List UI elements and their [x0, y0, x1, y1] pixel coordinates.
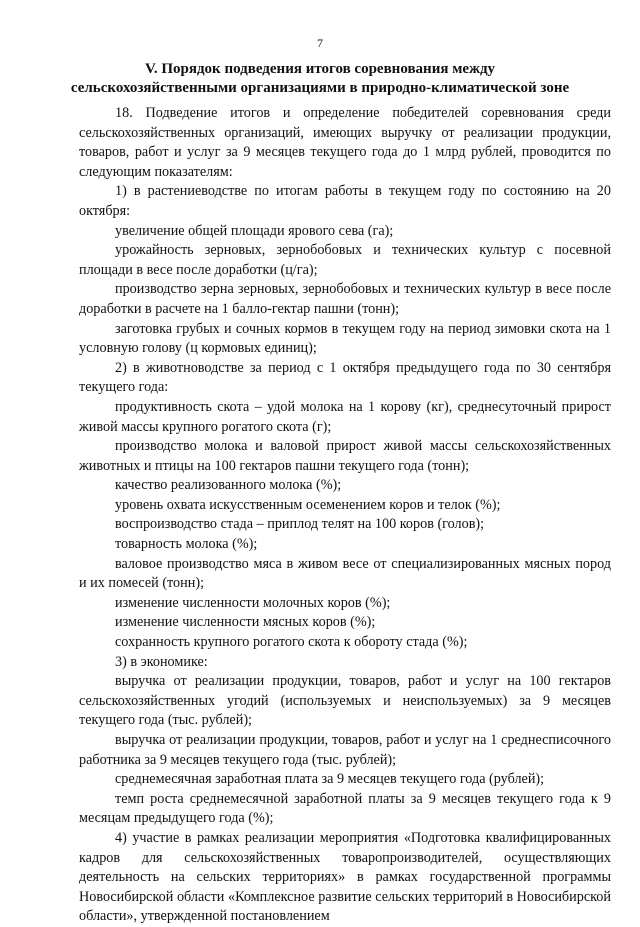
paragraph-revenue-per-worker: выручка от реализации продукции, товаров, работ и услуг на 1 среднесписочного работника за 9 месяцев текущего года (тыс. рублей);	[79, 732, 611, 768]
paragraph-crop-production: 1) в растениеводстве по итогам работы в текущем году по состоянию на 20 октября:	[79, 183, 611, 219]
paragraph-meat-production: валовое производство мяса в живом весе от специализированных мясных пород и их помесей (тонн);	[79, 555, 611, 592]
paragraph-milk-meat-production: производство молока и валовой прирост живой массы сельскохозяйственных животных и птицы на 100 гектаров пашни текущего года (тонн);	[79, 438, 611, 474]
paragraph-livestock: 2) в животноводстве за период с 1 октября предыдущего года по 30 сентября текущего года:	[79, 359, 611, 396]
document-body	[79, 104, 611, 927]
paragraph-feed-procurement: заготовка грубых и сочных кормов в текущем году на период зимовки скота на 1 условную голову (ц кормовых единиц);	[79, 320, 611, 357]
paragraph-dairy-cows-change: изменение численности молочных коров (%);	[115, 594, 391, 611]
section-heading	[0, 60, 640, 98]
paragraph-beef-cows-change: изменение численности мясных коров (%);	[115, 614, 376, 631]
section-heading-line-2: сельскохозяйственными организациями в природно-климатической зоне	[70, 80, 570, 96]
paragraph-milk-quality: качество реализованного молока (%);	[115, 477, 342, 494]
page-number: 7	[317, 36, 323, 50]
paragraph-revenue-per-hectare: выручка от реализации продукции, товаров, работ и услуг на 100 гектаров сельскохозяйственных угодий (используемых и неиспользуемых) за 9 месяцев текущего года (тыс. рублей);	[79, 673, 611, 729]
paragraph-crop-yield: урожайность зерновых, зернобобовых и технических культур с посевной площади в весе после доработки (ц/га);	[79, 242, 611, 278]
paragraph-grain-production: производство зерна зерновых, зернобобовых и технических культур в весе после доработки в расчете на 1 балло-гектар пашни (тонн);	[79, 281, 611, 317]
paragraph-personnel-training: 4) участие в рамках реализации мероприятия «Подготовка квалифицированных кадров для сельскохозяйственных товаропроизводителей, осуществляющих деятельность на сельских территориях» в рамках государственной программы Новосибирской области «Комплексное развитие сельских территорий в Новосибирской области», утвержденной постановлением	[79, 829, 611, 925]
paragraph-economy: 3) в экономике:	[115, 653, 208, 670]
paragraph-spring-sowing: увеличение общей площади ярового сева (га);	[115, 222, 394, 239]
paragraph-average-salary: среднемесячная заработная плата за 9 месяцев текущего года (рублей);	[115, 771, 545, 788]
paragraph-18-intro: 18. Подведение итогов и определение победителей соревнования среди сельскохозяйственных организаций, имеющих выручку от реализации продукции, товаров, работ и услуг за 9 месяцев текущего года до 1 млрд рублей, проводится по следующим показателям:	[79, 105, 611, 180]
paragraph-insemination: уровень охвата искусственным осеменением коров и телок (%);	[115, 496, 501, 513]
paragraph-cattle-safety: сохранность крупного рогатого скота к обороту стада (%);	[115, 634, 468, 651]
paragraph-milk-marketability: товарность молока (%);	[115, 536, 258, 553]
paragraph-herd-reproduction: воспроизводство стада – приплод телят на 100 коров (голов);	[115, 516, 485, 533]
section-heading-line-1: V. Порядок подведения итогов соревнования между	[144, 61, 496, 77]
paragraph-salary-growth: темп роста среднемесячной заработной платы за 9 месяцев текущего года к 9 месяцам предыдущего года (%);	[79, 790, 611, 827]
paragraph-livestock-productivity: продуктивность скота – удой молока на 1 корову (кг), среднесуточный прирост живой массы крупного рогатого скота (г);	[79, 398, 611, 435]
